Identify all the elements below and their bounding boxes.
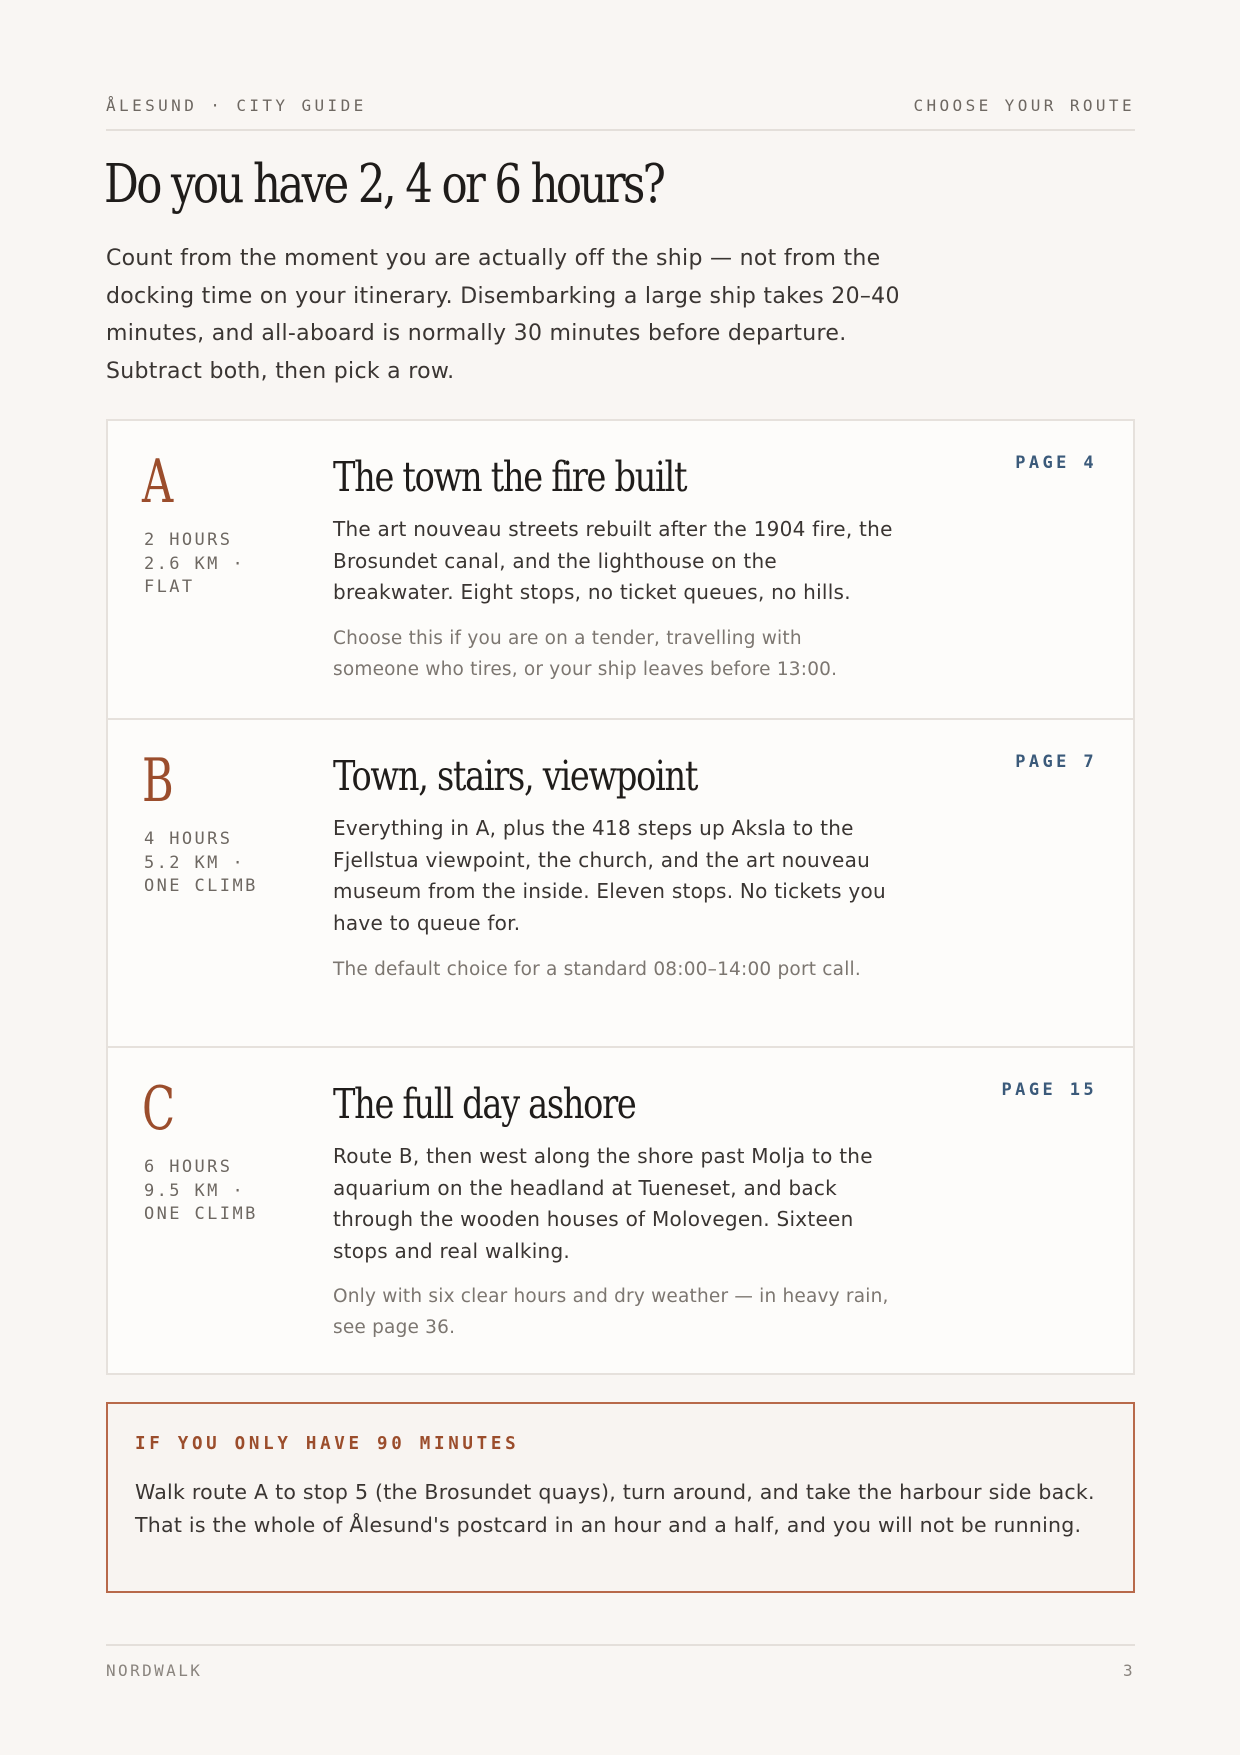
page-footer [106,1661,1135,1680]
header-divider [106,129,1135,131]
route-terrain: FLAT [144,577,195,597]
route-title: The town the fire built [333,453,687,501]
route-hours: 4 HOURS [144,829,233,849]
footer-divider [106,1644,1135,1646]
tip-callout [106,1402,1135,1593]
route-meta [144,828,294,899]
route-title: The full day ashore [333,1080,636,1128]
route-title: Town, stairs, viewpoint [333,752,698,800]
page-number: 3 [1122,1661,1135,1680]
route-letter: B [142,746,174,816]
callout-text: Walk route A to stop 5 (the Brosundet quays), turn around, and take the harbour side back. That is the whole of Ålesund's postcard in an hour and a half, and you will not be running. [135,1480,1095,1537]
route-letter: C [142,1074,176,1144]
route-note: Choose this if you are on a tender, travelling with someone who tires, or your ship leaves before 13:00. [333,628,838,680]
footer-brand: NORDWALK [106,1661,203,1680]
route-note: Only with six clear hours and dry weather — in heavy rain, see page 36. [333,1286,889,1338]
route-row-c [108,1046,1133,1373]
route-meta [144,529,294,600]
page-reference-link[interactable]: PAGE 7 [1015,752,1097,772]
page-title: Do you have 2, 4 or 6 hours? [104,154,664,215]
route-description: Everything in A, plus the 418 steps up Aksla to the Fjellstua viewpoint, the church, and the art nouveau museum from the inside. Eleven stops. No tickets you have to queue for. [333,816,886,935]
route-hours: 6 HOURS [144,1157,233,1177]
header-section-label: ÅLESUND · CITY GUIDE [106,96,367,115]
callout-title: IF YOU ONLY HAVE 90 MINUTES [135,1434,520,1454]
route-hours: 2 HOURS [144,530,233,550]
route-distance: 5.2 KM · [144,852,246,873]
route-table [106,419,1135,1375]
intro-paragraph: Count from the moment you are actually off the ship — not from the docking time on your itinerary. Disembarking a large ship takes 20–40 minutes, and all-aboard is normally 30 minutes before departure. Subtract both, then pick a row. [106,246,900,384]
route-distance: 2.6 KM · [144,553,246,574]
page-reference-link[interactable]: PAGE 15 [1001,1080,1097,1100]
running-header [106,96,1135,115]
route-letter: A [142,447,174,517]
route-note: The default choice for a standard 08:00–14:00 port call. [333,959,861,980]
route-distance: 9.5 KM · [144,1180,246,1201]
route-description: Route B, then west along the shore past Molja to the aquarium on the headland at Tueneset, and back through the wooden houses of Molovegen. Sixteen stops and real walking. [333,1144,873,1263]
route-meta [144,1156,294,1227]
route-row-a [108,421,1133,718]
route-terrain: ONE CLIMB [144,876,258,896]
page-reference-link[interactable]: PAGE 4 [1015,453,1097,473]
header-chapter-label: CHOOSE YOUR ROUTE [913,96,1135,115]
route-description: The art nouveau streets rebuilt after the 1904 fire, the Brosundet canal, and the lighthouse on the breakwater. Eight stops, no ticket queues, no hills. [333,517,893,604]
route-row-b [108,718,1133,1046]
route-terrain: ONE CLIMB [144,1204,258,1224]
